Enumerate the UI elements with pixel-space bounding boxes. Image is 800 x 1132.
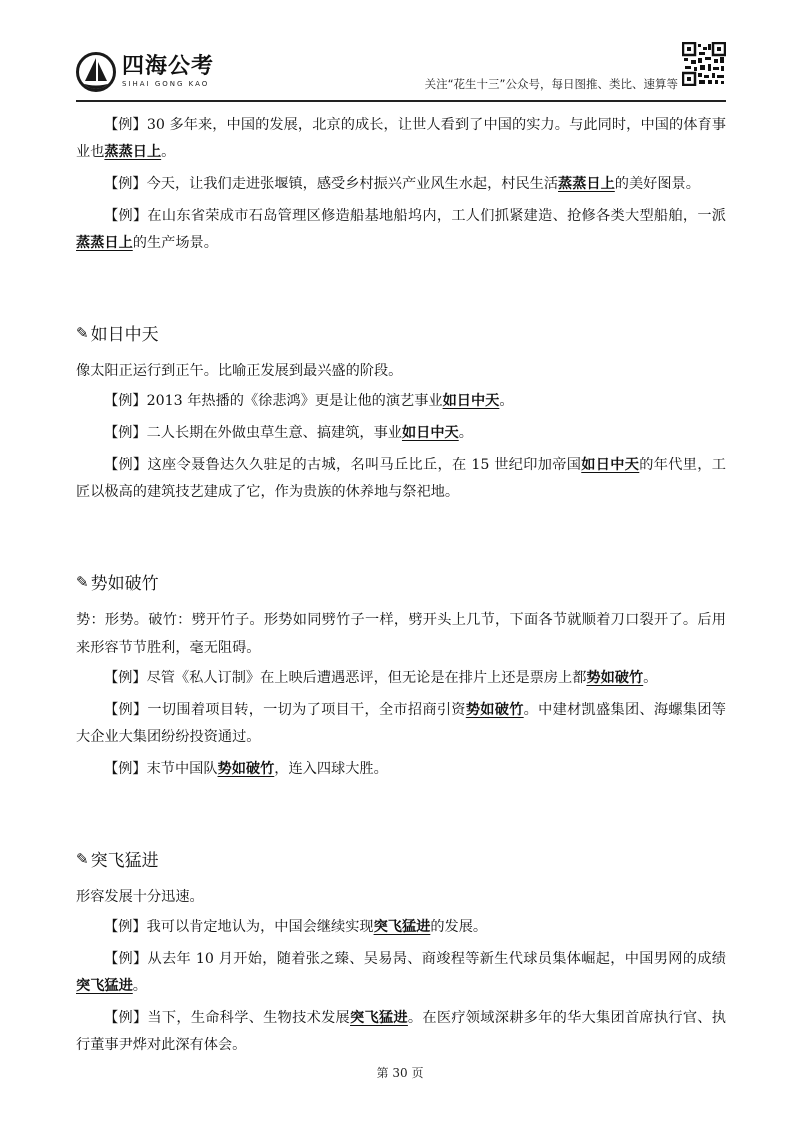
sentence-text: 这座令聂鲁达久久驻足的古城，名叫马丘比丘，在 15 世纪印加帝国 — [147, 457, 582, 473]
sentence-text: 。 — [132, 978, 147, 994]
section-spacer — [76, 788, 726, 846]
brand-logo — [76, 52, 214, 92]
example-tag: 【例】 — [104, 425, 147, 441]
example-sentence — [76, 171, 726, 198]
example-sentence — [76, 1005, 726, 1059]
highlighted-idiom: 如日中天 — [581, 457, 640, 473]
heading-spacer — [76, 345, 726, 357]
sentence-text: ，连入四球大胜。 — [274, 761, 388, 777]
sentence-text: 。 — [643, 670, 658, 686]
highlighted-idiom: 蒸蒸日上 — [558, 176, 615, 192]
example-sentence — [76, 756, 726, 783]
sentence-text: 在山东省荣成市石岛管理区修造船基地船坞内，工人们抓紧建造、抢修各类大型船舶，一派 — [147, 208, 726, 224]
example-sentence — [76, 203, 726, 257]
example-sentence — [76, 697, 726, 751]
page-header — [76, 40, 726, 100]
brand-name-pinyin: SIHAI GONG KAO — [122, 80, 210, 88]
section-spacer — [76, 262, 726, 320]
pencil-icon: ✎ — [76, 849, 89, 868]
example-sentence — [76, 452, 726, 506]
sentence-text: 。中建材凯盛集团、海螺集团等大企业大集团纷纷投资通过。 — [76, 702, 726, 745]
highlighted-idiom: 突飞猛进 — [76, 978, 133, 994]
heading-spacer — [76, 871, 726, 883]
pencil-icon: ✎ — [76, 572, 89, 591]
sentence-text: 的年代里，工匠以极高的建筑技艺建成了它，作为贵族的休养地与祭祀地。 — [76, 457, 726, 500]
idiom-definition: 势：形势。破竹：劈开竹子。形势如同劈竹子一样，劈开头上几节，下面各节就顺着刀口裂开了。后用来形容节节胜利，毫无阻碍。 — [76, 612, 726, 656]
idiom-definition: 形容发展十分迅速。 — [76, 889, 204, 905]
highlighted-idiom: 蒸蒸日上 — [104, 144, 162, 160]
example-sentence — [76, 388, 726, 415]
sentence-text: 30 多年来，中国的发展，北京的成长，让世人看到了中国的实力。与此同时，中国的体育事业也 — [76, 117, 726, 160]
example-sentence — [76, 665, 726, 692]
section-spacer — [76, 511, 726, 569]
highlighted-idiom: 如日中天 — [401, 425, 459, 441]
qr-code-icon — [682, 42, 726, 86]
sentence-text: 2013 年热播的《徐悲鸿》更是让他的演艺事业 — [146, 393, 443, 409]
sentence-text: 末节中国队 — [146, 761, 218, 777]
sentence-text: 。在医疗领域深耕多年的华大集团首席执行官、执行董事尹烨对此深有体会。 — [76, 1010, 726, 1053]
idiom-heading — [76, 846, 726, 871]
example-sentence — [76, 420, 726, 447]
highlighted-idiom: 突飞猛进 — [373, 919, 431, 935]
example-tag: 【例】 — [104, 951, 148, 967]
sailboat-logo-icon — [76, 52, 116, 92]
highlighted-idiom: 蒸蒸日上 — [76, 235, 133, 251]
pencil-icon: ✎ — [76, 323, 89, 342]
highlighted-idiom: 如日中天 — [442, 393, 500, 409]
highlighted-idiom: 势如破竹 — [217, 761, 275, 777]
example-sentence — [76, 946, 726, 1000]
heading-spacer — [76, 594, 726, 606]
example-tag: 【例】 — [104, 208, 148, 224]
idiom-heading — [76, 569, 726, 594]
sentence-text: 二人长期在外做虫草生意、搞建筑，事业 — [146, 425, 402, 441]
example-tag: 【例】 — [104, 761, 147, 777]
sentence-text: 的发展。 — [430, 919, 488, 935]
example-tag: 【例】 — [104, 457, 148, 473]
example-sentence — [76, 112, 726, 166]
example-tag: 【例】 — [104, 176, 147, 192]
idiom-heading — [76, 320, 726, 345]
sentence-text: 今天，让我们走进张堰镇，感受乡村振兴产业风生水起，村民生活 — [146, 176, 559, 192]
page-number: 第 30 页 — [376, 1066, 424, 1080]
example-tag: 【例】 — [104, 702, 148, 718]
sentence-text: 从去年 10 月开始，随着张之臻、吴易昺、商竣程等新生代球员集体崛起，中国男网的成绩 — [147, 951, 726, 967]
sentence-text: 一切围着项目转，一切为了项目干，全市招商引资 — [147, 702, 466, 718]
idiom-title: 势如破竹 — [90, 574, 159, 594]
example-tag: 【例】 — [104, 1010, 148, 1026]
sentence-text: 的生产场景。 — [132, 235, 218, 251]
example-sentence — [76, 914, 726, 941]
idiom-title: 突飞猛进 — [90, 851, 159, 871]
sentence-text: 。 — [161, 144, 176, 160]
highlighted-idiom: 势如破竹 — [465, 702, 524, 718]
sentence-text: 尽管《私人订制》在上映后遭遇恶评，但无论是在排片上还是票房上都 — [146, 670, 587, 686]
highlighted-idiom: 势如破竹 — [586, 670, 644, 686]
sentence-text: 。 — [458, 425, 473, 441]
example-tag: 【例】 — [104, 393, 147, 409]
highlighted-idiom: 突飞猛进 — [350, 1010, 408, 1026]
example-tag: 【例】 — [104, 919, 147, 935]
header-tagline: 关注“花生十三”公众号，每日图推、类比、速算等 — [424, 77, 678, 91]
example-tag: 【例】 — [104, 670, 147, 686]
example-tag: 【例】 — [104, 117, 147, 133]
idiom-definition: 像太阳正运行到正午。比喻正发展到最兴盛的阶段。 — [76, 363, 403, 379]
sentence-text: 当下，生命科学、生物技术发展 — [147, 1010, 351, 1026]
sentence-text: 的美好图景。 — [614, 176, 700, 192]
header-divider — [76, 100, 726, 102]
sentence-text: 。 — [499, 393, 514, 409]
idiom-title: 如日中天 — [90, 325, 159, 345]
page-content — [76, 112, 726, 1064]
sentence-text: 我可以肯定地认为，中国会继续实现 — [146, 919, 374, 935]
brand-name: 四海公考 — [122, 54, 215, 79]
